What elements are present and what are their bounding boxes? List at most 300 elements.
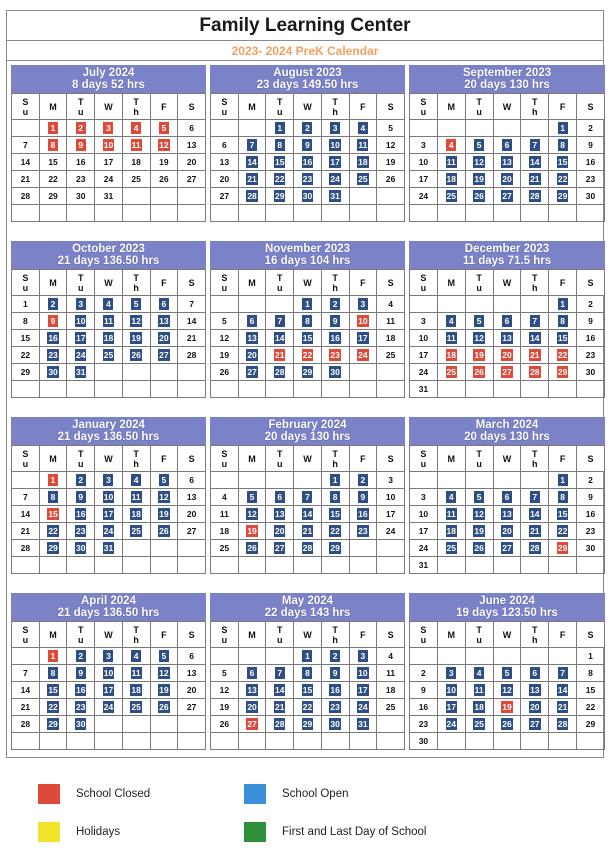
month-name: May 2024 (281, 595, 334, 607)
weekday-header: S u (12, 94, 40, 120)
day-number: 20 (186, 685, 197, 695)
day-number: 16 (585, 509, 596, 519)
day-number: 28 (530, 367, 540, 377)
day-cell (521, 120, 549, 137)
day-cell (521, 137, 549, 154)
day-number: 21 (20, 526, 31, 536)
day-cell (437, 506, 465, 523)
day-cell (12, 540, 40, 557)
day-cell (465, 472, 493, 489)
day-cell (238, 296, 266, 313)
day-number: 1 (302, 650, 312, 662)
weekday-header: S u (211, 270, 239, 296)
day-number: 7 (530, 491, 540, 503)
day-number: 4 (446, 491, 456, 503)
day-cell (67, 472, 95, 489)
day-cell (437, 347, 465, 364)
day-cell (122, 296, 150, 313)
day-cell (39, 313, 67, 330)
day-cell (294, 733, 322, 750)
month-grid (210, 269, 405, 398)
day-number: 12 (502, 685, 512, 695)
day-cell (465, 313, 493, 330)
day-number: 10 (418, 157, 429, 167)
day-number: 30 (418, 736, 429, 746)
day-number: 1 (330, 474, 340, 486)
day-cell (67, 120, 95, 137)
day-number: 18 (385, 333, 396, 343)
day-number: 23 (302, 174, 313, 184)
day-cell (437, 296, 465, 313)
weekday-header: S (577, 446, 605, 472)
day-number: 1 (22, 299, 28, 309)
day-cell (549, 171, 577, 188)
day-cell (211, 154, 239, 171)
day-cell (294, 648, 322, 665)
day-cell (238, 171, 266, 188)
calendar-subtitle: 2023- 2024 PreK Calendar (7, 41, 603, 61)
day-cell (39, 733, 67, 750)
day-number: 26 (474, 367, 484, 377)
day-number: 31 (418, 560, 429, 570)
day-cell (122, 648, 150, 665)
day-cell (410, 137, 438, 154)
weekday-header: S u (410, 94, 438, 120)
day-number: 23 (585, 350, 596, 360)
day-cell (150, 716, 178, 733)
day-cell (12, 648, 40, 665)
weekday-header: M (238, 94, 266, 120)
day-cell (493, 733, 521, 750)
day-cell (12, 120, 40, 137)
day-cell (521, 154, 549, 171)
day-cell (39, 364, 67, 381)
day-number: 30 (585, 543, 596, 553)
day-cell (238, 682, 266, 699)
day-number: 4 (131, 474, 141, 486)
day-cell (294, 682, 322, 699)
day-number: 4 (446, 315, 456, 327)
day-cell (321, 733, 349, 750)
day-number: 26 (159, 174, 169, 184)
day-cell (266, 313, 294, 330)
legend-label: First and Last Day of School (282, 826, 427, 838)
day-cell (321, 364, 349, 381)
day-number: 26 (219, 367, 230, 377)
month-header (210, 417, 405, 445)
day-number: 29 (302, 367, 313, 377)
day-cell (178, 716, 206, 733)
weekday-header: T h (321, 446, 349, 472)
legend-item-open (244, 784, 349, 804)
day-number: 29 (557, 367, 568, 377)
day-number: 5 (474, 491, 484, 503)
day-cell (349, 665, 377, 682)
day-cell (178, 472, 206, 489)
weekday-header: M (39, 270, 67, 296)
day-cell (377, 523, 405, 540)
day-cell (349, 120, 377, 137)
day-number: 16 (76, 685, 86, 695)
weekday-header: S u (12, 270, 40, 296)
day-number: 20 (219, 174, 230, 184)
day-cell (493, 120, 521, 137)
day-number: 30 (585, 367, 596, 377)
weekday-header: F (150, 446, 178, 472)
day-number: 7 (22, 140, 28, 150)
day-cell (122, 540, 150, 557)
day-number: 15 (48, 509, 58, 519)
day-number: 23 (585, 526, 596, 536)
day-cell (67, 716, 95, 733)
day-cell (377, 154, 405, 171)
weekday-header: W (294, 94, 322, 120)
day-cell (178, 188, 206, 205)
day-number: 23 (330, 350, 340, 360)
day-number: 18 (446, 350, 456, 360)
day-number: 20 (275, 526, 285, 536)
day-cell (493, 716, 521, 733)
day-number: 15 (302, 333, 313, 343)
day-cell (437, 171, 465, 188)
day-cell (122, 733, 150, 750)
day-number: 1 (275, 122, 285, 134)
day-cell (349, 154, 377, 171)
day-cell (150, 347, 178, 364)
day-number: 13 (186, 492, 197, 502)
day-cell (12, 347, 40, 364)
legend (0, 770, 612, 860)
day-number: 28 (530, 543, 540, 553)
day-cell (39, 557, 67, 574)
day-number: 1 (558, 122, 568, 134)
day-cell (39, 523, 67, 540)
day-cell (549, 296, 577, 313)
day-cell (67, 381, 95, 398)
weekday-header: W (294, 622, 322, 648)
day-cell (266, 137, 294, 154)
day-number: 10 (358, 316, 368, 326)
day-cell (410, 472, 438, 489)
day-cell (39, 171, 67, 188)
day-cell (178, 296, 206, 313)
day-cell (39, 682, 67, 699)
day-cell (521, 540, 549, 557)
month-header (11, 593, 206, 621)
day-number: 9 (76, 667, 86, 679)
day-number: 12 (159, 140, 169, 150)
day-cell (521, 506, 549, 523)
weekday-header: W (95, 270, 123, 296)
day-cell (95, 364, 123, 381)
day-number: 20 (186, 509, 197, 519)
day-cell (321, 716, 349, 733)
day-cell (410, 648, 438, 665)
day-number: 28 (247, 191, 257, 201)
day-number: 8 (48, 491, 58, 503)
day-number: 5 (474, 139, 484, 151)
day-cell (122, 665, 150, 682)
day-cell (349, 716, 377, 733)
day-cell (178, 381, 206, 398)
weekday-header: S u (211, 94, 239, 120)
day-cell (521, 330, 549, 347)
day-number: 30 (76, 543, 86, 553)
day-cell (577, 381, 605, 398)
day-number: 6 (275, 491, 285, 503)
day-number: 9 (302, 139, 312, 151)
day-cell (349, 137, 377, 154)
day-cell (493, 330, 521, 347)
day-cell (294, 154, 322, 171)
day-number: 3 (330, 122, 340, 134)
weekday-header: S (178, 94, 206, 120)
day-cell (238, 347, 266, 364)
day-cell (150, 699, 178, 716)
day-cell (321, 682, 349, 699)
day-number: 24 (76, 350, 86, 360)
day-number: 28 (302, 543, 313, 553)
day-number: 20 (159, 333, 169, 343)
day-cell (521, 171, 549, 188)
day-number: 19 (159, 157, 169, 167)
day-number: 12 (474, 509, 484, 519)
day-cell (349, 506, 377, 523)
day-number: 26 (385, 174, 396, 184)
day-cell (465, 699, 493, 716)
day-cell (294, 205, 322, 222)
day-cell (493, 648, 521, 665)
day-cell (410, 364, 438, 381)
weekday-header: T u (266, 270, 294, 296)
day-number: 3 (103, 474, 113, 486)
month-summary: 11 days 71.5 hrs (462, 255, 552, 267)
month-summary: 23 days 149.50 hrs (256, 79, 359, 91)
day-cell (95, 557, 123, 574)
day-cell (122, 523, 150, 540)
day-number: 14 (302, 509, 313, 519)
day-cell (437, 188, 465, 205)
month-summary: 21 days 136.50 hrs (57, 607, 160, 619)
day-cell (437, 716, 465, 733)
day-number: 1 (48, 122, 58, 134)
day-cell (377, 540, 405, 557)
month-header (11, 65, 206, 93)
month-calendar (210, 593, 405, 757)
day-cell (95, 506, 123, 523)
day-number: 30 (76, 191, 86, 201)
day-cell (521, 665, 549, 682)
day-number: 8 (302, 667, 312, 679)
day-cell (178, 733, 206, 750)
day-cell (521, 205, 549, 222)
day-number: 3 (421, 316, 426, 326)
day-cell (349, 557, 377, 574)
day-cell (95, 188, 123, 205)
day-cell (178, 313, 206, 330)
day-number: 29 (585, 719, 596, 729)
day-number: 26 (502, 719, 512, 729)
day-cell (493, 506, 521, 523)
day-cell (410, 188, 438, 205)
day-cell (437, 472, 465, 489)
day-cell (294, 472, 322, 489)
day-number: 14 (530, 333, 540, 343)
day-cell (577, 733, 605, 750)
day-cell (493, 699, 521, 716)
day-number: 18 (131, 157, 141, 167)
day-cell (549, 506, 577, 523)
day-number: 5 (159, 474, 169, 486)
day-cell (211, 188, 239, 205)
day-number: 9 (421, 685, 426, 695)
day-cell (266, 648, 294, 665)
day-number: 11 (386, 668, 396, 678)
day-cell (150, 489, 178, 506)
day-cell (465, 347, 493, 364)
day-cell (294, 489, 322, 506)
day-cell (266, 154, 294, 171)
day-cell (178, 665, 206, 682)
day-number: 11 (131, 140, 141, 150)
day-number: 9 (588, 140, 593, 150)
day-number: 7 (530, 139, 540, 151)
day-cell (577, 648, 605, 665)
day-number: 2 (588, 299, 593, 309)
day-number: 21 (186, 333, 197, 343)
day-cell (465, 381, 493, 398)
day-number: 18 (219, 526, 230, 536)
day-cell (377, 472, 405, 489)
day-number: 17 (418, 350, 429, 360)
day-cell (465, 540, 493, 557)
day-number: 10 (418, 509, 429, 519)
day-cell (266, 716, 294, 733)
day-number: 9 (330, 667, 340, 679)
day-cell (321, 506, 349, 523)
day-number: 25 (103, 350, 114, 360)
weekday-header: T h (321, 94, 349, 120)
day-number: 9 (330, 315, 340, 327)
day-cell (437, 381, 465, 398)
weekday-header: W (493, 94, 521, 120)
month-grid (409, 445, 605, 574)
day-cell (266, 296, 294, 313)
day-number: 16 (330, 685, 340, 695)
day-number: 31 (103, 191, 114, 201)
day-cell (521, 472, 549, 489)
month-calendar (409, 241, 605, 417)
day-cell (321, 472, 349, 489)
day-number: 7 (189, 299, 194, 309)
day-cell (238, 523, 266, 540)
day-cell (67, 648, 95, 665)
day-cell (465, 665, 493, 682)
day-cell (178, 523, 206, 540)
day-cell (349, 364, 377, 381)
day-number: 16 (418, 702, 429, 712)
day-cell (95, 171, 123, 188)
day-number: 11 (358, 140, 368, 150)
day-number: 7 (530, 315, 540, 327)
day-cell (39, 472, 67, 489)
day-cell (150, 188, 178, 205)
day-number: 7 (22, 492, 28, 502)
day-cell (549, 665, 577, 682)
day-cell (266, 489, 294, 506)
day-number: 25 (446, 191, 456, 201)
day-number: 10 (103, 492, 114, 502)
day-number: 16 (585, 157, 596, 167)
day-cell (577, 137, 605, 154)
legend-swatch (244, 822, 266, 842)
day-number: 27 (275, 543, 285, 553)
day-number: 25 (474, 719, 484, 729)
day-number: 22 (302, 350, 313, 360)
day-number: 10 (358, 668, 368, 678)
day-cell (238, 472, 266, 489)
day-cell (349, 472, 377, 489)
day-number: 6 (502, 491, 512, 503)
weekday-header: W (95, 446, 123, 472)
day-cell (437, 699, 465, 716)
weekday-header: S (577, 94, 605, 120)
day-cell (465, 120, 493, 137)
day-number: 2 (76, 650, 86, 662)
day-number: 26 (474, 543, 484, 553)
month-header (409, 593, 605, 621)
day-number: 8 (275, 139, 285, 151)
day-cell (349, 648, 377, 665)
day-number: 20 (502, 526, 512, 536)
day-number: 18 (385, 685, 396, 695)
day-number: 16 (48, 333, 58, 343)
day-cell (238, 381, 266, 398)
day-number: 27 (247, 367, 257, 377)
day-number: 4 (388, 651, 393, 661)
day-cell (150, 330, 178, 347)
day-number: 24 (385, 526, 396, 536)
day-cell (437, 205, 465, 222)
day-cell (493, 188, 521, 205)
day-number: 24 (418, 543, 429, 553)
day-cell (294, 364, 322, 381)
day-cell (67, 682, 95, 699)
day-number: 22 (330, 526, 340, 536)
day-cell (410, 330, 438, 347)
weekday-header: M (238, 270, 266, 296)
day-cell (521, 523, 549, 540)
day-number: 16 (585, 333, 596, 343)
day-cell (12, 699, 40, 716)
day-cell (410, 733, 438, 750)
day-cell (437, 137, 465, 154)
day-cell (377, 381, 405, 398)
day-cell (266, 682, 294, 699)
day-number: 28 (20, 543, 31, 553)
day-number: 27 (502, 191, 512, 201)
weekday-header: S (178, 270, 206, 296)
day-number: 1 (558, 298, 568, 310)
day-number: 24 (358, 702, 368, 712)
day-number: 20 (247, 702, 257, 712)
day-cell (349, 540, 377, 557)
day-number: 8 (558, 315, 568, 327)
day-number: 12 (219, 685, 230, 695)
day-cell (377, 716, 405, 733)
weekday-header: S u (211, 446, 239, 472)
day-number: 18 (103, 333, 114, 343)
